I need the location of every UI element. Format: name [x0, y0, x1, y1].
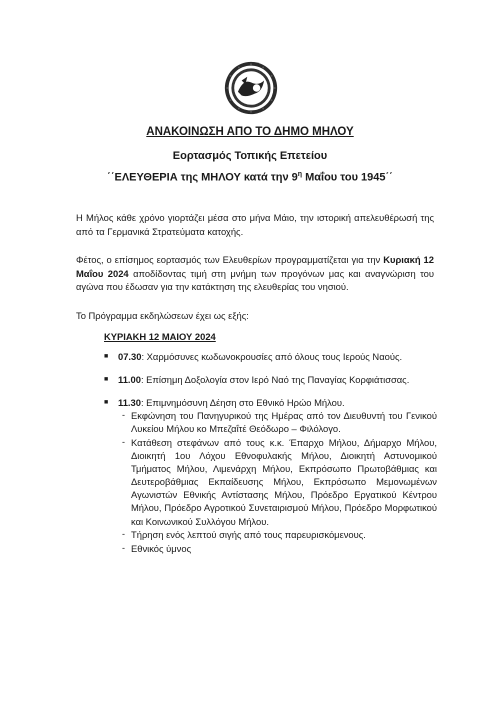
program-subitem-text: Εκφώνηση του Πανηγυρικού της Ημέρας από τον Διευθυντή του Γενικού Λυκείου Μήλου κο Μπεζαΐτέ Θεόδωρο – Φιλόλογο.: [131, 410, 437, 435]
dash-bullet-icon: -: [122, 529, 125, 539]
program-item-time: 11.30: [118, 397, 141, 408]
announcement-title: ΑΝΑΚΟΙΝΩΣΗ ΑΠΟ ΤΟ ΔΗΜΟ ΜΗΛΟΥ: [146, 126, 354, 138]
municipality-seal-logo: [223, 60, 279, 116]
event-title-suffix: Μαΐου του 1945΄΄: [302, 171, 393, 184]
program-item-time: 11.00: [118, 374, 141, 385]
dash-bullet-icon: -: [122, 437, 125, 447]
program-item: [104, 396, 434, 410]
program-item-text: : Χαρμόσυνες κωδωνοκρουσίες από όλους τους Ιερούς Ναούς.: [141, 351, 403, 362]
program-intro: Το Πρόγραμμα εκδηλώσεων έχει ως εξής:: [76, 310, 249, 321]
square-bullet-icon: ■: [104, 399, 109, 406]
program-subitem-text: Τήρηση ενός λεπτού σιγής από τους παρευρισκόμενους.: [131, 529, 366, 540]
event-title: [0, 171, 500, 184]
schedule-paragraph-a: Φέτος, ο επίσημος εορτασμός των Ελευθερίων προγραμματίζεται για την: [76, 254, 384, 265]
schedule-paragraph-b: αποδίδοντας τιμή στη μνήμη των προγόνων μας και αναγνώριση του αγώνα που έδωσαν για την κατάκτηση της ελευθερίας του νησιού.: [76, 267, 435, 293]
intro-paragraph: Η Μήλος κάθε χρόνο γιορτάζει μέσα στο μήνα Μάιο, την ιστορική απελευθέρωσή της από τα Γερμανικά Στρατεύματα κατοχής.: [76, 212, 434, 237]
program-subitem: [122, 542, 437, 555]
program-item: [104, 373, 434, 387]
program-item-text: : Επιμνημόσυνη Δέηση στο Εθνικό Ηρώο Μήλου.: [140, 397, 345, 408]
dash-bullet-icon: -: [122, 543, 125, 553]
event-title-prefix: ΄΄ΕΛΕΥΘΕΡΙΑ της ΜΗΛΟΥ κατά την 9: [107, 171, 298, 184]
program-item-time: 07.30: [118, 351, 142, 362]
program-day-heading: ΚΥΡΙΑΚΗ 12 ΜΑΙΟΥ 2024: [104, 331, 216, 342]
program-subitem: [122, 409, 437, 435]
program-subitem-text: Εθνικός ύμνος: [131, 543, 192, 554]
program-subitem: [122, 528, 437, 541]
program-subitem: [122, 436, 437, 528]
square-bullet-icon: ■: [104, 376, 109, 383]
program-item-text: : Επίσημη Δοξολογία στον Ιερό Ναό της Παναγίας Κορφιάτισσας.: [140, 374, 410, 385]
announcement-subtitle: Εορτασμός Τοπικής Επετείου: [172, 150, 328, 162]
square-bullet-icon: ■: [104, 353, 109, 360]
program-subitem-text: Κατάθεση στεφάνων από τους κ.κ. Έπαρχο Μήλου, Δήμαρχο Μήλου, Διοικητή 1ου Λόχου Εθνοφυλακής Μήλου, Διοικητή Αστυνομικού Τμήματος Μήλου, Λιμενάρχη Μήλου, Εκπρόσωπο Πρωτοβάθμιας και Δευτεροβάθμιας Εκπαίδευσης Μήλου, Εκπρόσωπο Μεμονωμένων Αγωνιστών Εθνικής Αντίστασης Μήλου, Πρόεδρο Εργατικού Κέντρου Μήλου, Πρόεδρο Αγροτικού Συνεταιρισμού Μήλου, Πρόεδρο Μορφωτικού και Κοινωνικού Συλλόγου Μήλου.: [131, 437, 437, 527]
schedule-date-bold: Κυριακή 12 Μαΐου 2024: [76, 254, 434, 279]
schedule-paragraph: [76, 253, 434, 294]
event-title-sup: η: [297, 171, 303, 178]
dash-bullet-icon: -: [122, 410, 125, 420]
program-item: [104, 350, 434, 364]
